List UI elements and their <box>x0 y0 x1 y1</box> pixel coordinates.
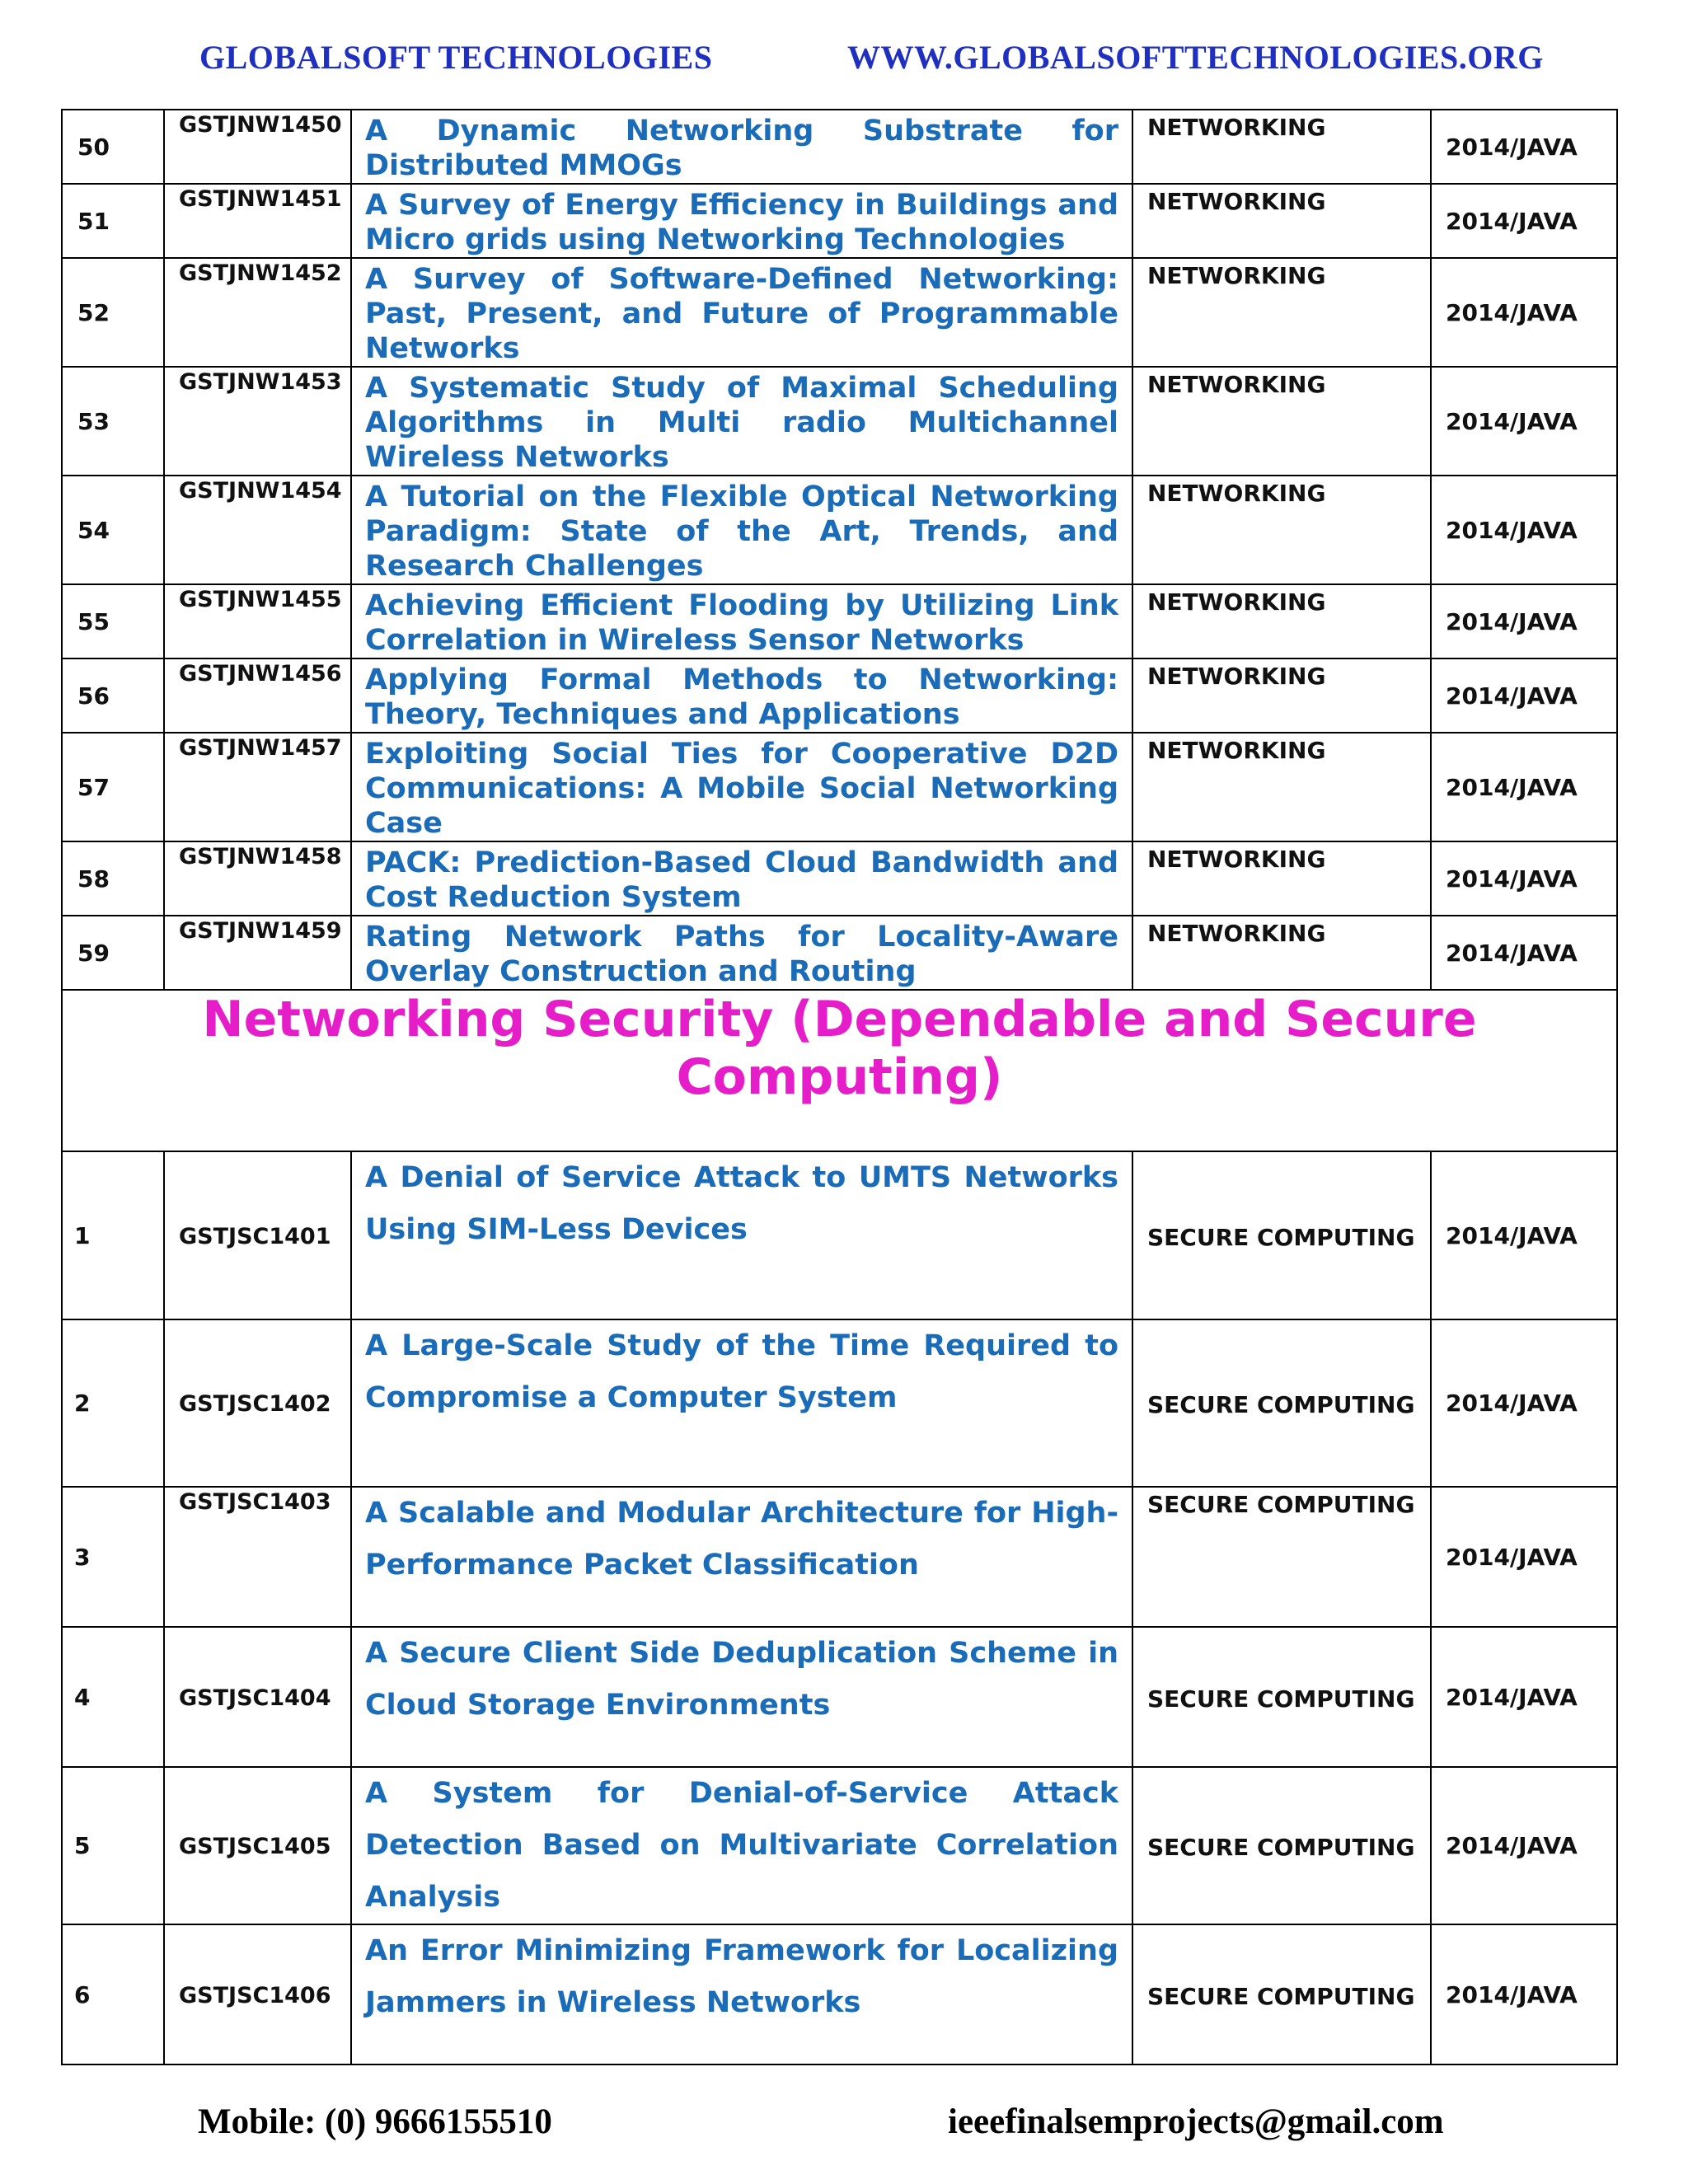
project-title[interactable]: A Large-Scale Study of the Time Required to Compromise a Computer System <box>351 1319 1132 1487</box>
project-title[interactable]: A Survey of Software-Defined Networking: Past, Present, and Future of Programmable Networks <box>351 258 1132 367</box>
project-year: 2014/JAVA <box>1431 1924 1617 2064</box>
project-domain: NETWORKING <box>1132 658 1431 733</box>
table-row <box>62 733 1617 841</box>
project-code: GSTJNW1451 <box>164 184 351 258</box>
table-row <box>62 367 1617 476</box>
table-row <box>62 1487 1617 1627</box>
table-row <box>62 110 1617 184</box>
project-title[interactable]: A Secure Client Side Deduplication Scheme in Cloud Storage Environments <box>351 1627 1132 1767</box>
project-year: 2014/JAVA <box>1431 1487 1617 1627</box>
project-code: GSTJSC1402 <box>164 1319 351 1487</box>
project-domain: NETWORKING <box>1132 841 1431 916</box>
row-number: 5 <box>62 1767 164 1924</box>
row-number: 4 <box>62 1627 164 1767</box>
table-row <box>62 1924 1617 2064</box>
row-number: 57 <box>62 733 164 841</box>
project-title[interactable]: Applying Formal Methods to Networking: Theory, Techniques and Applications <box>351 658 1132 733</box>
project-domain: NETWORKING <box>1132 110 1431 184</box>
project-year: 2014/JAVA <box>1431 1627 1617 1767</box>
project-code: GSTJSC1406 <box>164 1924 351 2064</box>
project-year: 2014/JAVA <box>1431 367 1617 476</box>
table-row <box>62 184 1617 258</box>
row-number: 53 <box>62 367 164 476</box>
project-year: 2014/JAVA <box>1431 1767 1617 1924</box>
company-name: GLOBALSOFT TECHNOLOGIES <box>199 39 713 76</box>
project-code: GSTJNW1454 <box>164 476 351 584</box>
row-number: 51 <box>62 184 164 258</box>
page-header <box>0 33 1688 82</box>
project-code: GSTJNW1455 <box>164 584 351 658</box>
project-title[interactable]: Rating Network Paths for Locality-Aware Overlay Construction and Routing <box>351 916 1132 990</box>
project-title[interactable]: Exploiting Social Ties for Cooperative D2D Communications: A Mobile Social Networking Case <box>351 733 1132 841</box>
project-domain: NETWORKING <box>1132 916 1431 990</box>
project-year: 2014/JAVA <box>1431 1319 1617 1487</box>
project-title[interactable]: A Dynamic Networking Substrate for Distributed MMOGs <box>351 110 1132 184</box>
table-row <box>62 584 1617 658</box>
mobile-number: Mobile: (0) 9666155510 <box>198 2102 552 2141</box>
project-title[interactable]: A Systematic Study of Maximal Scheduling Algorithms in Multi radio Multichannel Wireless Networks <box>351 367 1132 476</box>
table-row <box>62 916 1617 990</box>
project-title[interactable]: A Survey of Energy Efficiency in Buildings and Micro grids using Networking Technologies <box>351 184 1132 258</box>
section-heading-row <box>62 990 1617 1151</box>
project-code: GSTJNW1458 <box>164 841 351 916</box>
page-footer <box>0 2102 1688 2151</box>
project-year: 2014/JAVA <box>1431 1151 1617 1319</box>
table-row <box>62 476 1617 584</box>
project-code: GSTJNW1459 <box>164 916 351 990</box>
project-title[interactable]: A Denial of Service Attack to UMTS Networks Using SIM-Less Devices <box>351 1151 1132 1319</box>
project-code: GSTJNW1453 <box>164 367 351 476</box>
project-title[interactable]: An Error Minimizing Framework for Localizing Jammers in Wireless Networks <box>351 1924 1132 2064</box>
project-domain: NETWORKING <box>1132 184 1431 258</box>
row-number: 50 <box>62 110 164 184</box>
project-code: GSTJSC1403 <box>164 1487 351 1627</box>
project-domain: NETWORKING <box>1132 733 1431 841</box>
row-number: 58 <box>62 841 164 916</box>
project-code: GSTJSC1404 <box>164 1627 351 1767</box>
row-number: 6 <box>62 1924 164 2064</box>
project-domain: SECURE COMPUTING <box>1132 1767 1431 1924</box>
project-year: 2014/JAVA <box>1431 916 1617 990</box>
project-code: GSTJNW1452 <box>164 258 351 367</box>
project-year: 2014/JAVA <box>1431 841 1617 916</box>
row-number: 59 <box>62 916 164 990</box>
project-domain: SECURE COMPUTING <box>1132 1319 1431 1487</box>
row-number: 2 <box>62 1319 164 1487</box>
table-row <box>62 658 1617 733</box>
project-title[interactable]: Achieving Efficient Flooding by Utilizing Link Correlation in Wireless Sensor Networks <box>351 584 1132 658</box>
project-domain: SECURE COMPUTING <box>1132 1924 1431 2064</box>
project-domain: NETWORKING <box>1132 258 1431 367</box>
project-code: GSTJNW1457 <box>164 733 351 841</box>
project-code: GSTJNW1456 <box>164 658 351 733</box>
project-domain: SECURE COMPUTING <box>1132 1487 1431 1627</box>
project-code: GSTJNW1450 <box>164 110 351 184</box>
project-year: 2014/JAVA <box>1431 733 1617 841</box>
row-number: 56 <box>62 658 164 733</box>
project-year: 2014/JAVA <box>1431 184 1617 258</box>
project-domain: NETWORKING <box>1132 584 1431 658</box>
row-number: 3 <box>62 1487 164 1627</box>
project-year: 2014/JAVA <box>1431 584 1617 658</box>
project-code: GSTJSC1405 <box>164 1767 351 1924</box>
project-domain: NETWORKING <box>1132 476 1431 584</box>
project-domain: SECURE COMPUTING <box>1132 1151 1431 1319</box>
section-title: Networking Security (Dependable and Secure Computing) <box>62 990 1617 1151</box>
row-number: 1 <box>62 1151 164 1319</box>
row-number: 54 <box>62 476 164 584</box>
table-row <box>62 841 1617 916</box>
projects-table <box>61 109 1618 2065</box>
project-title[interactable]: A Scalable and Modular Architecture for High-Performance Packet Classification <box>351 1487 1132 1627</box>
project-year: 2014/JAVA <box>1431 258 1617 367</box>
project-title[interactable]: A System for Denial-of-Service Attack Detection Based on Multivariate Correlation Analysis <box>351 1767 1132 1924</box>
table-row <box>62 1151 1617 1319</box>
project-domain: SECURE COMPUTING <box>1132 1627 1431 1767</box>
row-number: 52 <box>62 258 164 367</box>
project-code: GSTJSC1401 <box>164 1151 351 1319</box>
project-title[interactable]: A Tutorial on the Flexible Optical Networking Paradigm: State of the Art, Trends, and Research Challenges <box>351 476 1132 584</box>
table-row <box>62 1319 1617 1487</box>
table-row <box>62 1767 1617 1924</box>
website-url: WWW.GLOBALSOFTTECHNOLOGIES.ORG <box>847 39 1544 76</box>
project-year: 2014/JAVA <box>1431 476 1617 584</box>
table-row <box>62 258 1617 367</box>
row-number: 55 <box>62 584 164 658</box>
project-year: 2014/JAVA <box>1431 658 1617 733</box>
project-title[interactable]: PACK: Prediction-Based Cloud Bandwidth and Cost Reduction System <box>351 841 1132 916</box>
contact-email[interactable]: ieeefinalsemprojects@gmail.com <box>948 2102 1444 2141</box>
project-year: 2014/JAVA <box>1431 110 1617 184</box>
project-domain: NETWORKING <box>1132 367 1431 476</box>
table-row <box>62 1627 1617 1767</box>
